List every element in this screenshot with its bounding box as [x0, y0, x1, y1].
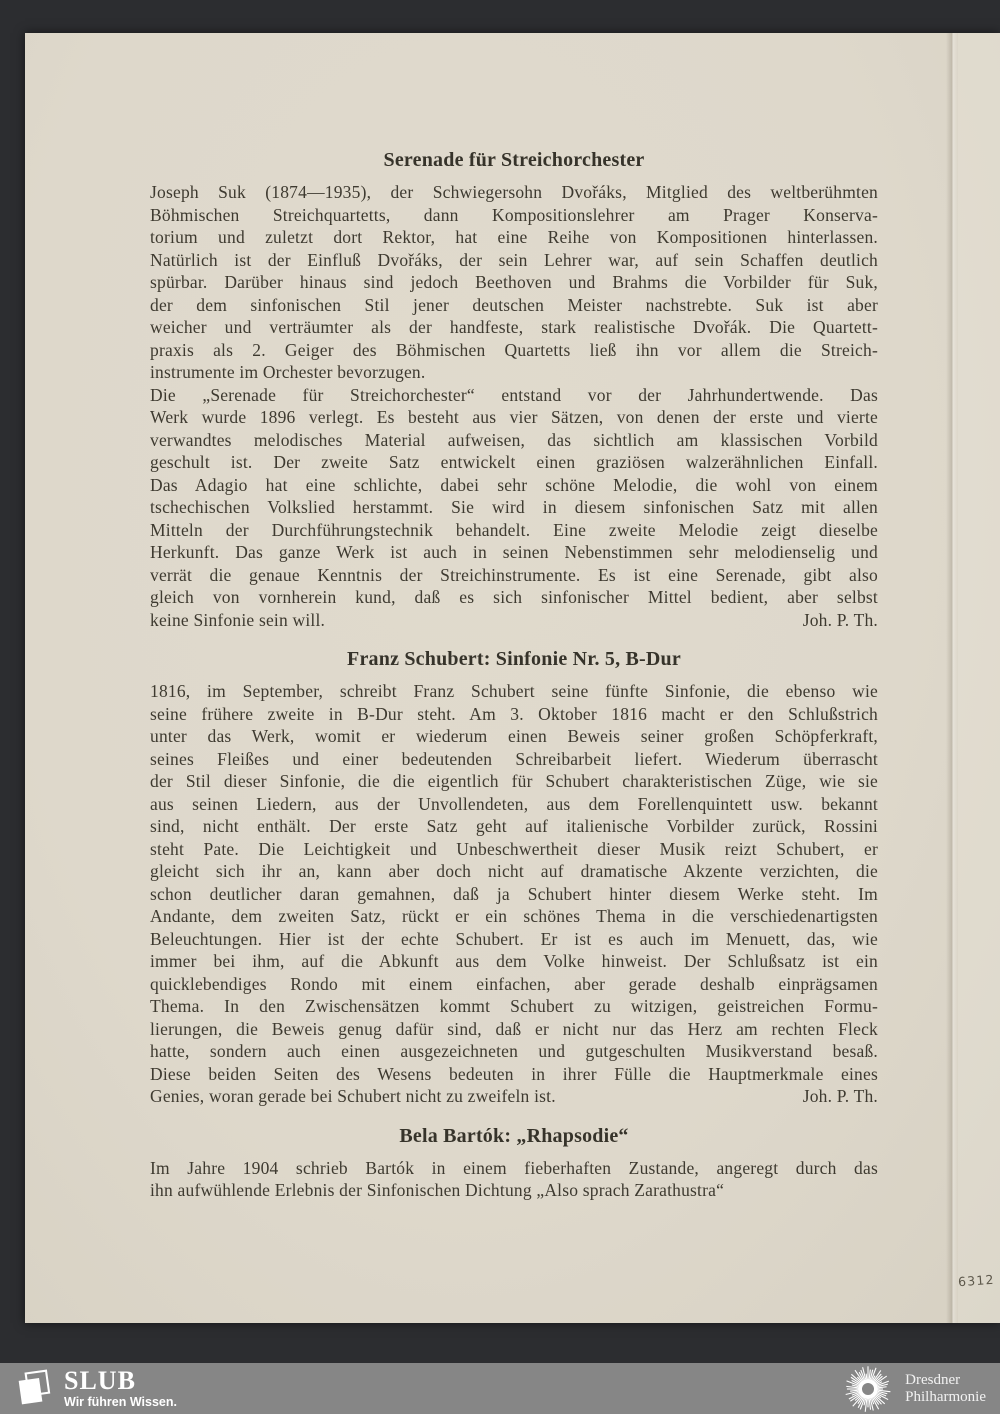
scanned-page — [25, 33, 1000, 1323]
slub-book-icon — [16, 1368, 54, 1410]
text-line: Diese beiden Seiten des Wesens bedeuten in ihrer Fülle die Hauptmerkmale eines — [150, 1063, 878, 1084]
text-line: Das Adagio hat eine schlichte, dabei sehr schöne Melodie, die wohl von einem — [150, 474, 878, 495]
philharmonie-starburst-icon — [844, 1365, 892, 1413]
philharmonie-logo[interactable] — [844, 1365, 986, 1413]
text-line: der dem sinfonischen Stil jener deutschen Meister nachstrebte. Suk ist aber — [150, 294, 878, 315]
text-line: steht Pate. Die Leichtigkeit und Unbeschwertheit dieser Musik reizt Schubert, er — [150, 838, 878, 859]
page-fold-crease — [946, 33, 958, 1323]
page-text — [150, 148, 878, 1202]
text-line: verrät die genaue Kenntnis der Streichinstrumente. Es ist eine Serenade, gibt also — [150, 564, 878, 585]
slub-tagline: Wir führen Wissen. — [64, 1395, 177, 1409]
text-line: praxis als 2. Geiger des Böhmischen Quartetts ließ ihn vor allem die Streich- — [150, 339, 878, 360]
text-line: torium und zuletzt dort Rektor, hat eine Reihe von Kompositionen hinterlassen. — [150, 227, 878, 247]
philharmonie-name-line1: Dresdner — [905, 1371, 961, 1388]
section-heading: Bela Bartók: „Rhapsodie“ — [399, 1124, 629, 1147]
slub-logo[interactable] — [16, 1368, 177, 1410]
text-line: Thema. In den Zwischensätzen kommt Schubert zu witzigen, geistreichen Formu- — [150, 996, 878, 1016]
text-line: gleicht sich ihr an, kann aber doch nicht auf dramatische Akzente verzichten, die — [150, 861, 878, 881]
text-line: weicher und verträumter als der handfeste, stark realistische Dvořák. Die Quartett- — [150, 317, 878, 337]
text-line: seine frühere zweite in B-Dur steht. Am 3. Oktober 1816 macht er den Schlußstrich — [150, 703, 878, 724]
text-line: sind, nicht enthält. Der erste Satz geht auf italienische Vorbilder zurück, Rossini — [150, 816, 878, 836]
text-line: Mitteln der Durchführungstechnik behandelt. Eine zweite Melodie zeigt dieselbe — [150, 519, 878, 540]
author-initials: Joh. P. Th. — [802, 1086, 878, 1106]
text-line: Andante, dem zweiten Satz, rückt er ein schönes Thema in die verschiedenartigsten — [150, 906, 878, 926]
text-line: unter das Werk, womit er wiederum einen Beweis seiner großen Schöpferkraft, — [150, 726, 878, 746]
viewer-footer — [0, 1363, 1000, 1414]
text-line: Im Jahre 1904 schrieb Bartók in einem fieberhaften Zustande, angeregt durch das — [150, 1157, 878, 1178]
text-line: geschult ist. Der zweite Satz entwickelt einen graziösen walzerähnlichen Einfall. — [150, 452, 878, 472]
text-line: 1816, im September, schreibt Franz Schubert seine fünfte Sinfonie, die ebenso wie — [150, 681, 878, 701]
text-line: aus seinen Liedern, aus der Unvollendeten, aus dem Forellenquintett usw. bekannt — [150, 793, 878, 814]
text-line: immer bei ihm, auf die Abkunft aus dem Volke hinweist. Der Schlußsatz ist ein — [150, 951, 878, 971]
text-line: ihn aufwühlende Erlebnis der Sinfonischen Dichtung „Also sprach Zarathustra“ — [150, 1180, 725, 1200]
text-line: gleich von vornherein kund, daß es sich sinfonischer Mittel bedient, aber selbst — [150, 587, 878, 607]
section-heading: Serenade für Streichorchester — [383, 149, 645, 171]
text-line: keine Sinfonie sein will. Joh. P. Th. — [150, 609, 878, 630]
slub-wordmark: SLUB — [64, 1366, 136, 1395]
text-line: schon deutlicher daran gemahnen, daß ja Schubert hinter diesem Werke steht. Im — [150, 883, 878, 904]
text-line: instrumente im Orchester bevorzugen. — [150, 362, 426, 382]
section-heading: Franz Schubert: Sinfonie Nr. 5, B-Dur — [347, 648, 681, 670]
slub-text-block — [64, 1368, 177, 1409]
page-number-stamp: 6312 — [957, 1271, 996, 1290]
text-line: Natürlich ist der Einfluß Dvořáks, der sein Lehrer war, auf sein Schaffen deutlich — [150, 249, 878, 270]
text-line: hatte, sondern auch einen ausgezeichneten und gutgeschulten Musikverstand besaß. — [150, 1041, 878, 1061]
text-line: quicklebendiges Rondo mit einem einfachen, aber gerade deshalb einprägsamen — [150, 973, 878, 994]
author-initials: Joh. P. Th. — [802, 609, 878, 630]
text-line: Joseph Suk (1874—1935), der Schwiegersohn Dvořáks, Mitglied des weltberühmten — [150, 182, 878, 202]
philharmonie-text-block — [905, 1372, 986, 1406]
text-line: verwandtes melodisches Material aufweisen, das sichtlich am klassischen Vorbild — [150, 429, 878, 450]
text-line: Herkunft. Das ganze Werk ist auch in seinen Nebenstimmen sehr melodienselig und — [150, 542, 878, 562]
text-line: lierungen, die Beweis genug dafür sind, daß er nicht nur das Herz am rechten Fleck — [150, 1018, 878, 1039]
text-line: tschechischen Volkslied herstammt. Sie wird in diesem sinfonischen Satz mit allen — [150, 497, 878, 517]
text-line: seines Fleißes und einer bedeutenden Schreibarbeit liefert. Wiederum überrascht — [150, 748, 878, 769]
text-line: Beleuchtungen. Hier ist der echte Schubert. Er ist es auch im Menuett, das, wie — [150, 928, 878, 949]
text-line: der Stil dieser Sinfonie, die die eigentlich für Schubert charakteristischen Züge, wie sie — [150, 771, 878, 791]
philharmonie-name-line2: Philharmonie — [905, 1388, 986, 1405]
text-line: Werk wurde 1896 verlegt. Es besteht aus vier Sätzen, von denen der erste und vierte — [150, 407, 878, 427]
text-line: Genies, woran gerade bei Schubert nicht zu zweifeln ist. Joh. P. Th. — [150, 1086, 878, 1106]
page-fold-right-panel — [958, 33, 1000, 1323]
text-line: spürbar. Darüber hinaus sind jedoch Beethoven und Brahms die Vorbilder für Suk, — [150, 272, 878, 292]
text-line: Böhmischen Streichquartetts, dann Kompositionslehrer am Prager Konserva- — [150, 204, 878, 225]
text-line: Die „Serenade für Streichorchester“ entstand vor der Jahrhundertwende. Das — [150, 384, 878, 405]
